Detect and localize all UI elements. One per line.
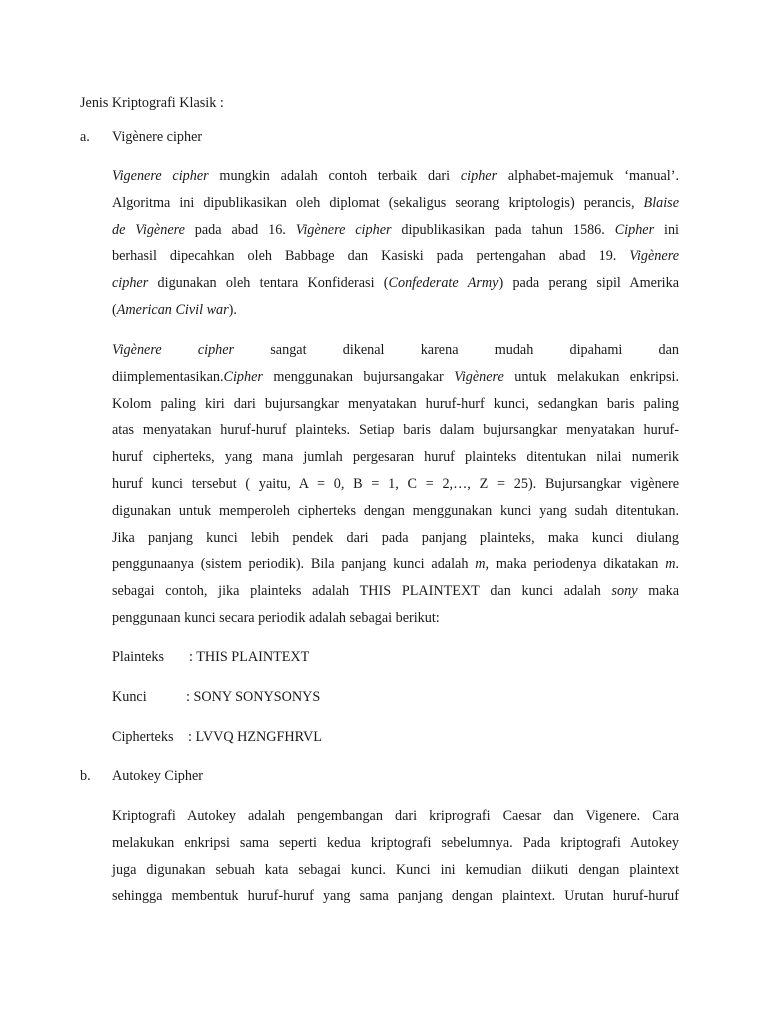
text-span: sebagai contoh, jika plainteks adalah THIS PLAINTEXT dan kunci adalah xyxy=(112,583,612,600)
text-span: Kriptografi Autokey adalah pengembangan dari kriprografi Caesar dan Vigenere. Cara xyxy=(112,808,679,824)
text-span: digunakan oleh tentara Konfiderasi ( xyxy=(148,275,389,292)
section-a-marker: a. xyxy=(80,129,90,145)
text-span: ). xyxy=(228,302,237,318)
section-b-marker: b. xyxy=(80,768,91,784)
paragraph-line xyxy=(112,370,679,384)
paragraph-line xyxy=(112,397,679,411)
text-span: pada abad 16. xyxy=(184,221,296,238)
italic-text: Vigènere xyxy=(454,368,504,385)
text-span: huruf cipherteks, yang mana jumlah pergesaran huruf plainteks ditentukan nilai numerik xyxy=(112,449,679,466)
italic-text: sony xyxy=(611,583,638,600)
text-span: sehingga membentuk huruf-huruf yang sama panjang dengan plaintext. Urutan huruf-huruf xyxy=(112,888,679,905)
plainteks-label: Plainteks xyxy=(112,649,165,665)
text-span: ini xyxy=(654,221,679,238)
cipherteks-label: Cipherteks xyxy=(112,729,174,745)
text-span: menggunakan bujursangakar xyxy=(262,368,455,385)
paragraph-line xyxy=(112,836,679,850)
paragraph-line xyxy=(112,477,679,491)
paragraph-line xyxy=(112,343,679,357)
paragraph-line xyxy=(112,196,679,210)
italic-text: cipher xyxy=(112,275,149,292)
text-span: juga digunakan sebuah kata sebagai kunci. Kunci ini kemudian diikuti dengan plaintext xyxy=(112,861,679,878)
paragraph-line xyxy=(112,611,679,625)
text-span: penggunaanya (sistem periodik). Bila panjang kunci adalah xyxy=(112,556,476,573)
paragraph-line xyxy=(112,223,679,237)
text-span: . xyxy=(675,556,679,573)
italic-text: Vigenere cipher xyxy=(112,168,209,184)
text-span: Kolom paling kiri dari bujursangkar menyatakan huruf-hurf kunci, sedangkan baris paling xyxy=(112,395,679,412)
paragraph-line xyxy=(112,504,679,518)
text-span: maka xyxy=(637,583,679,600)
section-a-title: Vigènere cipher xyxy=(112,129,203,145)
text-span: ( xyxy=(112,302,117,318)
italic-text: American Civil war xyxy=(116,302,229,318)
paragraph-line xyxy=(112,303,679,317)
text-span: alphabet-majemuk ‘manual’. xyxy=(497,168,679,184)
text-span: diimplementasikan. xyxy=(112,368,224,385)
text-span: sangat dikenal karena mudah dipahami dan xyxy=(234,342,679,358)
paragraph-line xyxy=(112,557,679,571)
italic-text: cipher xyxy=(460,168,498,184)
italic-text: m xyxy=(665,556,676,573)
kunci-value: : SONY SONYSONYS xyxy=(186,689,321,705)
text-span: Jika panjang kunci lebih pendek dari pada panjang plainteks, maka kunci diulang xyxy=(112,529,679,546)
text-span: untuk melakukan enkripsi. xyxy=(503,368,679,385)
text-span: digunakan untuk memperoleh cipherteks dengan menggunakan kunci yang sudah ditentukan. xyxy=(112,502,679,519)
text-span: melakukan enkripsi sama seperti kedua kriptografi sebelumnya. Pada kriptografi Autokey xyxy=(112,834,679,851)
italic-text: Cipher xyxy=(223,368,263,385)
italic-text: Vigènere cipher xyxy=(295,221,392,238)
text-span: huruf kunci tersebut ( yaitu, A = 0, B = 1, C = 2,…, Z = 25). Bujursangkar vigènere xyxy=(112,476,679,492)
italic-text: Confederate Army xyxy=(388,275,499,292)
text-span: dipublikasikan pada tahun 1586. xyxy=(391,221,615,238)
paragraph-line xyxy=(112,249,679,263)
text-span: penggunaan kunci secara periodik adalah sebagai berikut: xyxy=(112,610,440,626)
paragraph-line xyxy=(112,863,679,877)
text-span: mungkin adalah contoh terbaik dari xyxy=(208,168,461,184)
kunci-label: Kunci xyxy=(112,689,147,705)
paragraph-line xyxy=(112,450,679,464)
cipherteks-value: : LVVQ HZNGFHRVL xyxy=(188,729,322,745)
paragraph-line xyxy=(112,889,679,903)
text-span: , maka periodenya dikatakan xyxy=(485,556,666,573)
italic-text: Cipher xyxy=(614,221,655,238)
text-span: Algoritma ini dipublikasikan oleh diplomat (sekaligus seorang kriptologis) perancis, xyxy=(112,194,644,211)
text-span: berhasil dipecahkan oleh Babbage dan Kasiski pada pertengahan abad 19. xyxy=(112,248,630,265)
paragraph-line xyxy=(112,169,679,183)
italic-text: m xyxy=(475,556,486,573)
section-b-title: Autokey Cipher xyxy=(112,768,204,784)
italic-text: Vigènere xyxy=(629,248,679,265)
text-span: atas menyatakan huruf-huruf plainteks. Setiap baris dalam bujursangkar menyatakan huruf- xyxy=(112,422,679,439)
paragraph-line xyxy=(112,809,679,823)
text-span: ) pada perang sipil Amerika xyxy=(498,275,679,292)
document-heading: Jenis Kriptografi Klasik : xyxy=(80,95,224,111)
paragraph-line xyxy=(112,276,679,290)
italic-text: de Vigènere xyxy=(112,221,185,238)
italic-text: Vigènere cipher xyxy=(112,342,235,358)
paragraph-line xyxy=(112,423,679,437)
italic-text: Blaise xyxy=(643,194,679,211)
paragraph-line xyxy=(112,531,679,545)
plainteks-value: : THIS PLAINTEXT xyxy=(189,649,310,665)
paragraph-line xyxy=(112,584,679,598)
